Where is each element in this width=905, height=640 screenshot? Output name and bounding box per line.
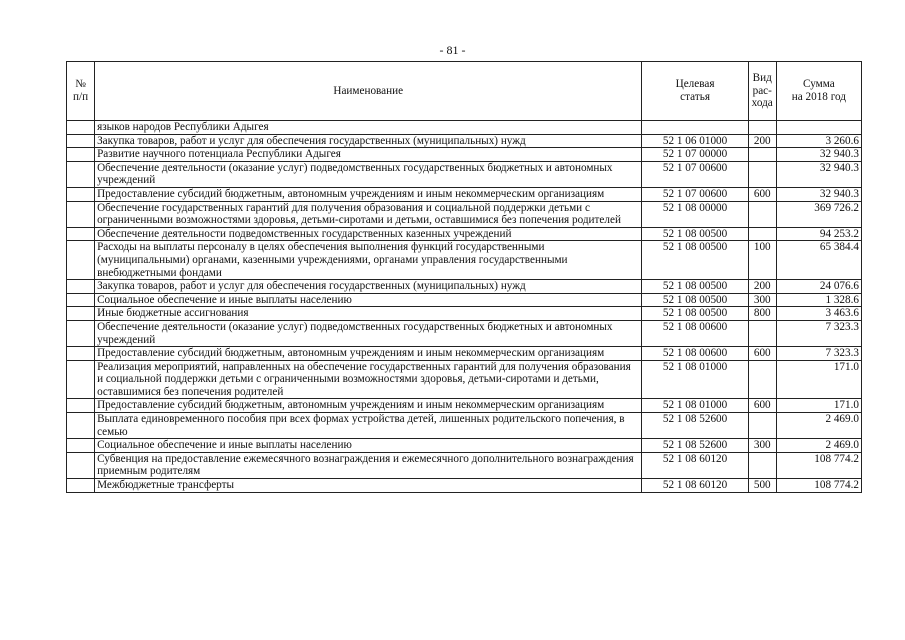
row-name: Субвенция на предоставление ежемесячного вознаграждения и ежемесячного дополнительного вознаграждения приемным родителям bbox=[95, 452, 642, 478]
row-target-article: 52 1 08 00500 bbox=[642, 280, 748, 294]
row-target-article: 52 1 08 00600 bbox=[642, 347, 748, 361]
table-header-row bbox=[67, 62, 862, 121]
row-name: Выплата единовременного пособия при всех формах устройства детей, лишенных родительского попечения, в семью bbox=[95, 413, 642, 439]
row-target-article: 52 1 08 60120 bbox=[642, 452, 748, 478]
row-target-article: 52 1 06 01000 bbox=[642, 134, 748, 148]
row-expense-kind bbox=[748, 360, 776, 399]
row-expense-kind: 800 bbox=[748, 307, 776, 321]
header-sum-text: Сумма на 2018 год bbox=[791, 78, 846, 103]
header-sum bbox=[776, 62, 861, 121]
row-sum bbox=[776, 121, 861, 135]
row-number bbox=[67, 227, 95, 241]
row-number bbox=[67, 134, 95, 148]
row-sum: 171.0 bbox=[776, 360, 861, 399]
row-number bbox=[67, 479, 95, 493]
table-row bbox=[67, 121, 862, 135]
row-number bbox=[67, 121, 95, 135]
row-sum: 65 384.4 bbox=[776, 241, 861, 280]
row-name: Социальное обеспечение и иные выплаты населению bbox=[95, 293, 642, 307]
row-target-article: 52 1 07 00600 bbox=[642, 161, 748, 187]
row-name: Закупка товаров, работ и услуг для обеспечения государственных (муниципальных) нужд bbox=[95, 280, 642, 294]
header-expense-kind bbox=[748, 62, 776, 121]
row-name: Реализация мероприятий, направленных на обеспечение государственных гарантий для получения образования и социальной поддержки детьми с ограниченными возможностями здоровья, детьми-сиротами и детьми, оставшимися без попечения родителей bbox=[95, 360, 642, 399]
table-row bbox=[67, 347, 862, 361]
row-target-article: 52 1 08 00500 bbox=[642, 227, 748, 241]
row-name: языков народов Республики Адыгея bbox=[95, 121, 642, 135]
row-sum: 32 940.3 bbox=[776, 187, 861, 201]
row-expense-kind: 200 bbox=[748, 280, 776, 294]
row-expense-kind bbox=[748, 227, 776, 241]
row-sum: 1 328.6 bbox=[776, 293, 861, 307]
table-row bbox=[67, 307, 862, 321]
row-number bbox=[67, 161, 95, 187]
budget-table bbox=[66, 61, 862, 493]
table-row bbox=[67, 227, 862, 241]
row-expense-kind: 500 bbox=[748, 479, 776, 493]
table-row bbox=[67, 134, 862, 148]
row-number bbox=[67, 413, 95, 439]
row-number bbox=[67, 320, 95, 346]
row-number bbox=[67, 241, 95, 280]
header-number-text: № п/п bbox=[72, 78, 89, 103]
header-target-article bbox=[642, 62, 748, 121]
row-number bbox=[67, 439, 95, 453]
row-name: Социальное обеспечение и иные выплаты населению bbox=[95, 439, 642, 453]
table-row bbox=[67, 399, 862, 413]
header-number bbox=[67, 62, 95, 121]
table-row bbox=[67, 413, 862, 439]
row-sum: 108 774.2 bbox=[776, 479, 861, 493]
row-target-article: 52 1 08 00500 bbox=[642, 241, 748, 280]
row-target-article: 52 1 08 01000 bbox=[642, 360, 748, 399]
header-target-article-text: Целевая статья bbox=[675, 78, 715, 103]
row-name: Обеспечение деятельности подведомственных государственных казенных учреждений bbox=[95, 227, 642, 241]
row-name: Закупка товаров, работ и услуг для обеспечения государственных (муниципальных) нужд bbox=[95, 134, 642, 148]
table-row bbox=[67, 360, 862, 399]
row-target-article: 52 1 07 00000 bbox=[642, 148, 748, 162]
row-expense-kind: 100 bbox=[748, 241, 776, 280]
table-row bbox=[67, 161, 862, 187]
row-sum: 108 774.2 bbox=[776, 452, 861, 478]
row-target-article: 52 1 08 52600 bbox=[642, 439, 748, 453]
row-name: Обеспечение деятельности (оказание услуг) подведомственных государственных бюджетных и автономных учреждений bbox=[95, 320, 642, 346]
header-name-text: Наименование bbox=[333, 84, 404, 97]
row-expense-kind: 600 bbox=[748, 399, 776, 413]
row-target-article: 52 1 08 00000 bbox=[642, 201, 748, 227]
row-target-article: 52 1 08 60120 bbox=[642, 479, 748, 493]
row-name: Предоставление субсидий бюджетным, автономным учреждениям и иным некоммерческим организациям bbox=[95, 187, 642, 201]
row-name: Предоставление субсидий бюджетным, автономным учреждениям и иным некоммерческим организациям bbox=[95, 347, 642, 361]
row-expense-kind: 600 bbox=[748, 347, 776, 361]
row-number bbox=[67, 293, 95, 307]
table-row bbox=[67, 280, 862, 294]
row-name: Иные бюджетные ассигнования bbox=[95, 307, 642, 321]
row-sum: 369 726.2 bbox=[776, 201, 861, 227]
row-sum: 94 253.2 bbox=[776, 227, 861, 241]
row-target-article: 52 1 08 00500 bbox=[642, 293, 748, 307]
table-row bbox=[67, 320, 862, 346]
row-sum: 171.0 bbox=[776, 399, 861, 413]
row-target-article: 52 1 08 52600 bbox=[642, 413, 748, 439]
row-expense-kind: 200 bbox=[748, 134, 776, 148]
row-name: Обеспечение деятельности (оказание услуг) подведомственных государственных бюджетных и автономных учреждений bbox=[95, 161, 642, 187]
row-expense-kind bbox=[748, 320, 776, 346]
table-row bbox=[67, 452, 862, 478]
row-number bbox=[67, 187, 95, 201]
row-name: Развитие научного потенциала Республики Адыгея bbox=[95, 148, 642, 162]
header-name bbox=[95, 62, 642, 121]
row-sum: 3 463.6 bbox=[776, 307, 861, 321]
row-number bbox=[67, 399, 95, 413]
row-sum: 32 940.3 bbox=[776, 148, 861, 162]
table-row bbox=[67, 479, 862, 493]
row-sum: 3 260.6 bbox=[776, 134, 861, 148]
table-row bbox=[67, 201, 862, 227]
row-expense-kind bbox=[748, 161, 776, 187]
row-sum: 7 323.3 bbox=[776, 347, 861, 361]
row-target-article: 52 1 08 00600 bbox=[642, 320, 748, 346]
table-row bbox=[67, 148, 862, 162]
table-row bbox=[67, 293, 862, 307]
row-number bbox=[67, 452, 95, 478]
row-number bbox=[67, 360, 95, 399]
row-number bbox=[67, 148, 95, 162]
row-expense-kind: 600 bbox=[748, 187, 776, 201]
row-expense-kind: 300 bbox=[748, 293, 776, 307]
row-sum: 24 076.6 bbox=[776, 280, 861, 294]
table-row bbox=[67, 439, 862, 453]
row-number bbox=[67, 201, 95, 227]
row-sum: 7 323.3 bbox=[776, 320, 861, 346]
row-number bbox=[67, 307, 95, 321]
row-target-article bbox=[642, 121, 748, 135]
row-target-article: 52 1 08 01000 bbox=[642, 399, 748, 413]
row-expense-kind bbox=[748, 452, 776, 478]
row-name: Обеспечение государственных гарантий для получения образования и социальной поддержки детьми с ограниченными возможностями здоровья, детьми-сиротами и детьми, оставшимися без попечения родителей bbox=[95, 201, 642, 227]
row-expense-kind bbox=[748, 413, 776, 439]
row-number bbox=[67, 347, 95, 361]
row-name: Предоставление субсидий бюджетным, автономным учреждениям и иным некоммерческим организациям bbox=[95, 399, 642, 413]
row-name: Межбюджетные трансферты bbox=[95, 479, 642, 493]
table-row bbox=[67, 241, 862, 280]
row-expense-kind bbox=[748, 201, 776, 227]
row-target-article: 52 1 08 00500 bbox=[642, 307, 748, 321]
row-sum: 2 469.0 bbox=[776, 439, 861, 453]
row-name: Расходы на выплаты персоналу в целях обеспечения выполнения функций государственными (муниципальными) органами, казенными учреждениями, органами управления государственными внебюджетными фондами bbox=[95, 241, 642, 280]
row-expense-kind bbox=[748, 121, 776, 135]
row-sum: 32 940.3 bbox=[776, 161, 861, 187]
page-number: - 81 - bbox=[439, 43, 466, 57]
table-row bbox=[67, 187, 862, 201]
header-expense-kind-text: Вид рас- хода bbox=[751, 72, 773, 110]
row-sum: 2 469.0 bbox=[776, 413, 861, 439]
row-target-article: 52 1 07 00600 bbox=[642, 187, 748, 201]
row-expense-kind bbox=[748, 148, 776, 162]
row-number bbox=[67, 280, 95, 294]
row-expense-kind: 300 bbox=[748, 439, 776, 453]
